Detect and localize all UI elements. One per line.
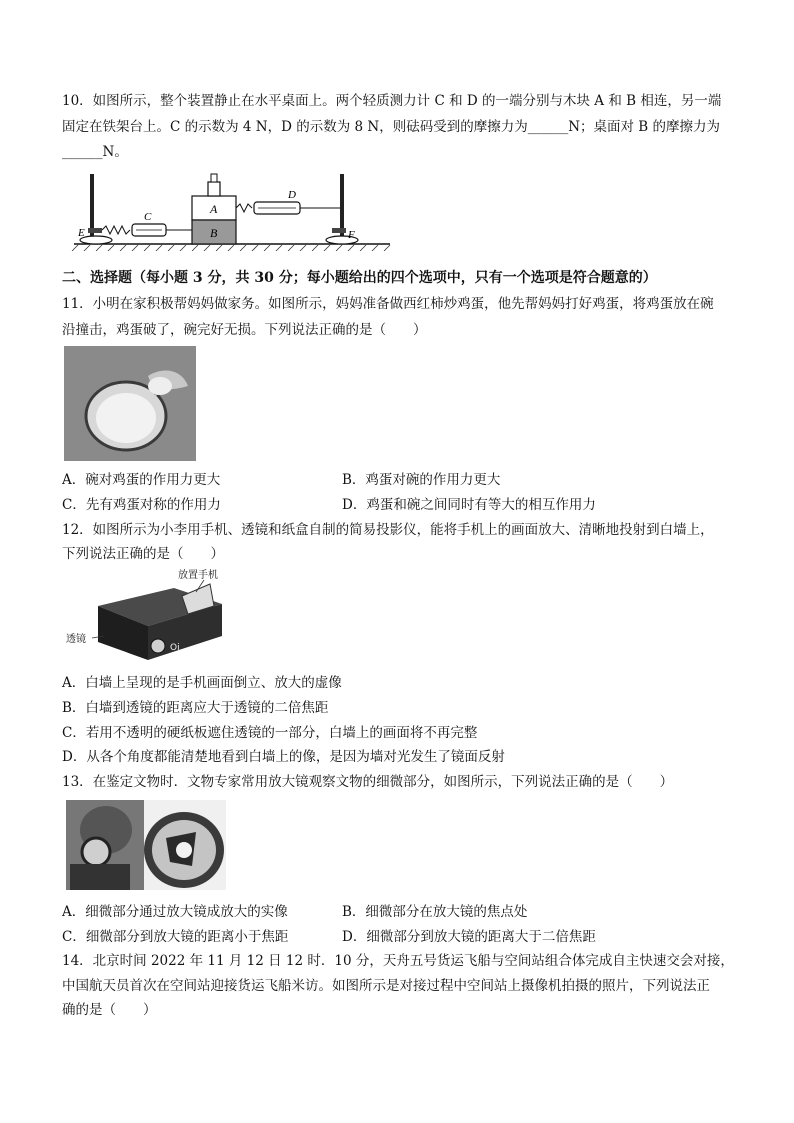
q11-line1: 11．小明在家积极帮妈妈做家务。如图所示，妈妈准备做西红柿炒鸡蛋，他先帮妈妈打好鸡蛋，将鸡蛋放在碗: [62, 296, 714, 312]
q13-option-a[interactable]: A．细微部分通过放大镜成放大的实像: [62, 904, 288, 920]
q11-option-a[interactable]: A．碗对鸡蛋的作用力更大: [62, 472, 221, 488]
q14-line3: 确的是（ ）: [62, 1002, 157, 1018]
q12-option-a[interactable]: A．白墙上呈现的是手机画面倒立、放大的虚像: [62, 675, 342, 691]
label-b: B: [210, 226, 218, 240]
q12-line2: 下列说法正确的是（ ）: [62, 546, 224, 562]
q11-option-d[interactable]: D．鸡蛋和碗之间同时有等大的相互作用力: [342, 497, 596, 513]
q10-line3: ______N。: [62, 144, 128, 160]
q12-option-b[interactable]: B．白墙到透镜的距离应大于透镜的二倍焦距: [62, 700, 329, 716]
q11-option-c[interactable]: C．先有鸡蛋对称的作用力: [62, 497, 221, 513]
q13-line1: 13．在鉴定文物时．文物专家常用放大镜观察文物的细微部分，如图所示，下列说法正确的是（ ）: [62, 774, 674, 790]
weight: [208, 182, 220, 196]
svg-text:Oi: Oi: [170, 643, 180, 653]
q12-option-c[interactable]: C．若用不透明的硬纸板遮住透镜的一部分，白墙上的画面将不再完整: [62, 725, 478, 741]
label-c: C: [144, 211, 152, 223]
q11-egg-bowl-photo: [64, 346, 196, 461]
label-a: A: [210, 202, 218, 216]
left-iron-stand: [80, 174, 112, 244]
q10-apparatus-figure: [70, 168, 400, 252]
label-e: E: [78, 227, 85, 239]
q14-line2: 中国航天员首次在空间站迎接货运飞船米访。如图所示是对接过程中空间站上摄像机拍摄的照片，下列说法正: [62, 978, 710, 994]
label-f: F: [348, 229, 355, 241]
q11-option-b[interactable]: B．鸡蛋对碗的作用力更大: [342, 472, 501, 488]
q12-line1: 12．如图所示为小李用手机、透镜和纸盒自制的简易投影仪，能将手机上的画面放大、清晰地投射到白墙上，: [62, 522, 714, 538]
q13-option-c[interactable]: C．细微部分到放大镜的距离小于焦距: [62, 929, 289, 945]
q10-line1: 10．如图所示，整个装置静止在水平桌面上。两个轻质测力计 C 和 D 的一端分别与木块 A 和 B 相连，另一端: [62, 93, 722, 109]
label-lens: 透镜: [66, 634, 86, 645]
q10-line2: 固定在铁架台上。C 的示数为 4 N，D 的示数为 8 N，则砝码受到的摩擦力为______N；桌面对 B 的摩擦力为: [62, 119, 721, 135]
q13-option-d[interactable]: D．细微部分到放大镜的距离大于二倍焦距: [342, 929, 596, 945]
q14-line1: 14．北京时间 2022 年 11 月 12 日 12 时．10 分，天舟五号货运飞船与空间站组合体完成自主快速交会对接，: [62, 953, 734, 969]
table-hatching: [72, 245, 390, 251]
label-d: D: [288, 189, 296, 201]
q12-option-d[interactable]: D．从各个角度都能清楚地看到白墙上的像，是因为墙对光发生了镜面反射: [62, 749, 505, 765]
q11-line2: 沿撞击，鸡蛋破了，碗完好无损。下列说法正确的是（ ）: [62, 322, 427, 338]
q13-option-b[interactable]: B．细微部分在放大镜的焦点处: [342, 904, 528, 920]
label-phone-slot: 放置手机: [178, 570, 218, 581]
q12-projector-photo: [64, 566, 238, 666]
q13-magnifier-photo: [66, 800, 226, 890]
section2-heading: 二、选择题（每小题 3 分，共 30 分；每小题给出的四个选项中，只有一个选项是符合题意的）: [62, 270, 657, 286]
